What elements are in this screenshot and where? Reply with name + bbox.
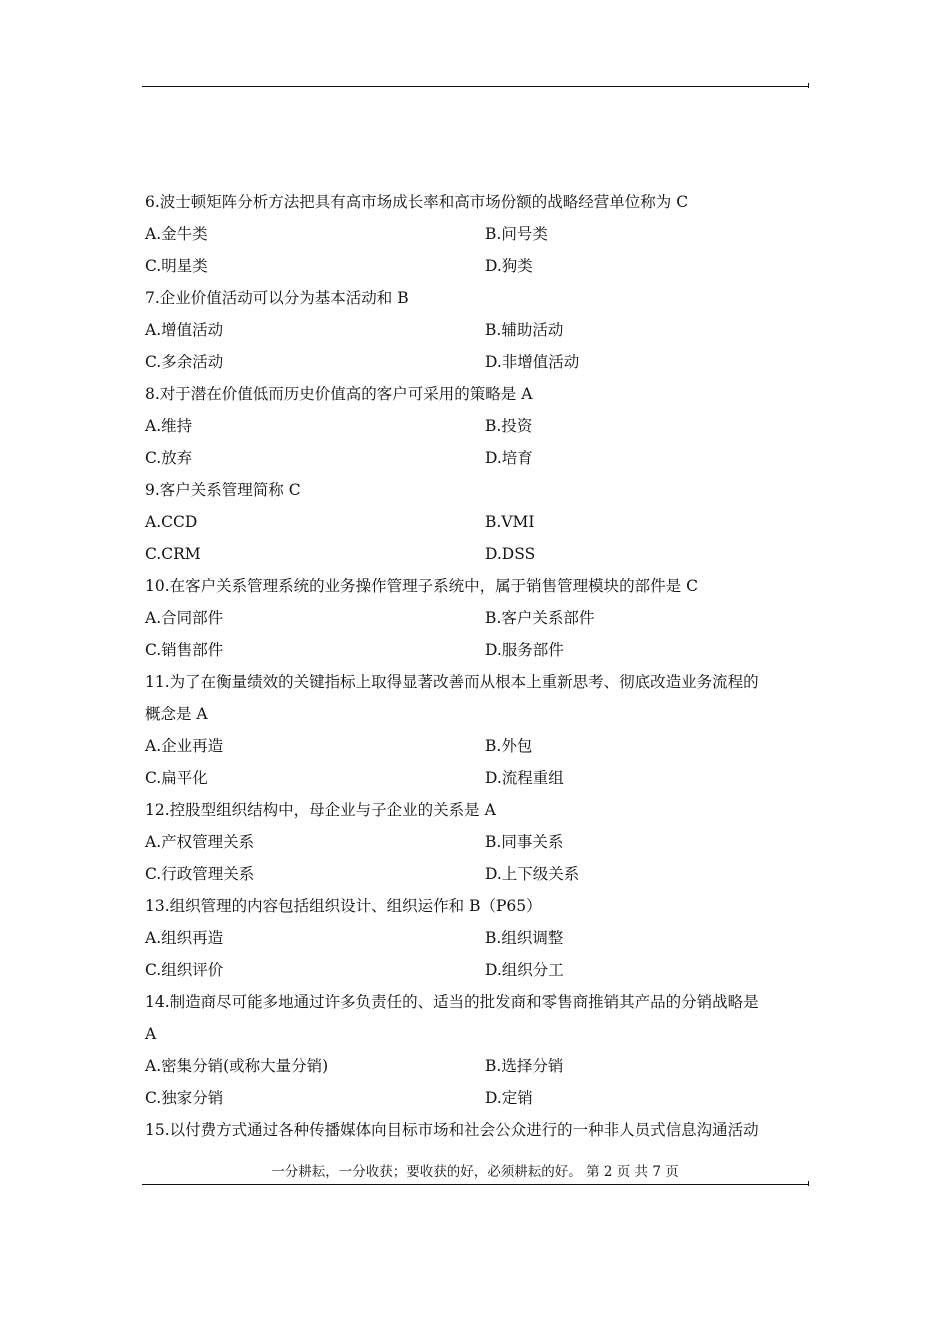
- option-d: D.组织分工: [485, 961, 564, 979]
- option-a: A.维持: [145, 417, 193, 435]
- question-list: [145, 186, 809, 1146]
- option-c: C.独家分销: [145, 1089, 224, 1107]
- option-a: A.组织再造: [145, 929, 224, 947]
- option-row: [145, 858, 809, 890]
- option-b: B.辅助活动: [485, 321, 564, 339]
- option-row: [145, 506, 809, 538]
- option-row: [145, 1050, 809, 1082]
- option-b: B.组织调整: [485, 929, 564, 947]
- option-row: [145, 762, 809, 794]
- option-row: [145, 538, 809, 570]
- option-d: D.定销: [485, 1089, 533, 1107]
- option-c: C.放弃: [145, 449, 193, 467]
- header-rule: [142, 86, 808, 87]
- option-a: A.企业再造: [145, 737, 224, 755]
- option-d: D.服务部件: [485, 641, 564, 659]
- option-row: [145, 826, 809, 858]
- page-footer: 一分耕耘，一分收获；要收获的好，必须耕耘的好。 第 2 页 共 7 页: [271, 1164, 679, 1180]
- option-d: D.上下级关系: [485, 865, 580, 883]
- option-row: [145, 602, 809, 634]
- option-row: [145, 954, 809, 986]
- option-row: [145, 346, 809, 378]
- option-b: B.投资: [485, 417, 533, 435]
- option-c: C.行政管理关系: [145, 865, 255, 883]
- option-c: C.多余活动: [145, 353, 224, 371]
- question-stem-continued: 概念是 A: [145, 705, 208, 723]
- option-row: [145, 922, 809, 954]
- option-a: A.增值活动: [145, 321, 224, 339]
- footer-rule: [142, 1184, 808, 1185]
- option-b: B.外包: [485, 737, 533, 755]
- question-stem: 13.组织管理的内容包括组织设计、组织运作和 B（P65）: [145, 897, 542, 915]
- option-d: D.非增值活动: [485, 353, 580, 371]
- option-row: [145, 218, 809, 250]
- option-row: [145, 730, 809, 762]
- option-b: B.问号类: [485, 225, 548, 243]
- option-row: [145, 410, 809, 442]
- option-c: C.明星类: [145, 257, 208, 275]
- option-c: C.组织评价: [145, 961, 224, 979]
- option-row: [145, 250, 809, 282]
- option-a: A.金牛类: [145, 225, 208, 243]
- option-d: D.狗类: [485, 257, 533, 275]
- option-a: A.合同部件: [145, 609, 224, 627]
- option-row: [145, 634, 809, 666]
- footer-rule-tick: [808, 1181, 809, 1186]
- question-stem: 9.客户关系管理简称 C: [145, 481, 301, 499]
- question-stem: 10.在客户关系管理系统的业务操作管理子系统中，属于销售管理模块的部件是 C: [145, 577, 698, 595]
- option-a: A.CCD: [145, 513, 198, 531]
- question-stem: 12.控股型组织结构中，母企业与子企业的关系是 A: [145, 801, 496, 819]
- question-stem: 7.企业价值活动可以分为基本活动和 B: [145, 289, 409, 307]
- question-stem: 15.以付费方式通过各种传播媒体向目标市场和社会公众进行的一种非人员式信息沟通活动: [145, 1121, 759, 1139]
- option-a: A.密集分销(或称大量分销): [145, 1057, 329, 1075]
- option-d: D.培育: [485, 449, 533, 467]
- option-row: [145, 442, 809, 474]
- option-c: C.CRM: [145, 545, 201, 563]
- option-b: B.VMI: [485, 513, 535, 531]
- option-a: A.产权管理关系: [145, 833, 255, 851]
- question-stem: 14.制造商尽可能多地通过许多负责任的、适当的批发商和零售商推销其产品的分销战略是: [145, 993, 759, 1011]
- option-b: B.客户关系部件: [485, 609, 595, 627]
- option-b: B.同事关系: [485, 833, 564, 851]
- question-stem: 8.对于潜在价值低而历史价值高的客户可采用的策略是 A: [145, 385, 533, 403]
- option-c: C.销售部件: [145, 641, 224, 659]
- option-row: [145, 1082, 809, 1114]
- option-d: D.DSS: [485, 545, 536, 563]
- question-stem: 6.波士顿矩阵分析方法把具有高市场成长率和高市场份额的战略经营单位称为 C: [145, 193, 689, 211]
- question-stem: 11.为了在衡量绩效的关键指标上取得显著改善而从根本上重新思考、彻底改造业务流程的: [145, 673, 759, 691]
- option-b: B.选择分销: [485, 1057, 564, 1075]
- option-row: [145, 314, 809, 346]
- question-stem-continued: A: [145, 1025, 157, 1043]
- header-rule-tick: [808, 83, 809, 88]
- option-d: D.流程重组: [485, 769, 564, 787]
- option-c: C.扁平化: [145, 769, 208, 787]
